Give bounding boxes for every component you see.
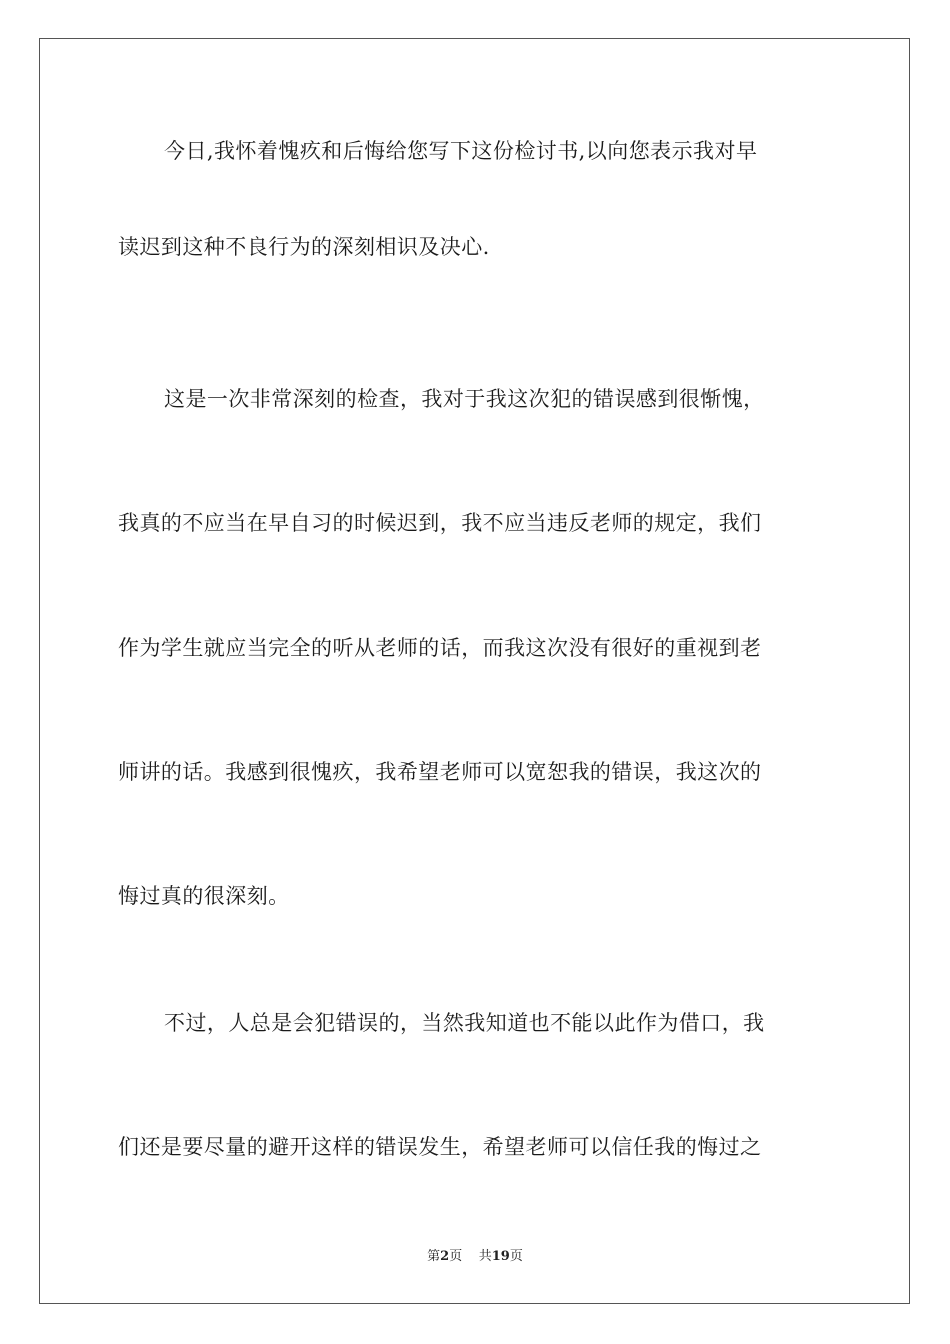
page-number: 2 (440, 1249, 450, 1264)
text-line: 作为学生就应当完全的听从老师的话，而我这次没有很好的重视到老 (118, 636, 762, 660)
page-border (39, 38, 910, 1304)
text-line: 今日,我怀着愧疚和后悔给您写下这份检讨书,以向您表示我对早 (164, 139, 758, 163)
page-prefix: 第 (427, 1249, 441, 1264)
text-line: 悔过真的很深刻。 (118, 884, 290, 908)
text-line: 读迟到这种不良行为的深刻相识及决心. (118, 235, 490, 259)
text-line: 不过，人总是会犯错误的，当然我知道也不能以此作为借口，我 (164, 1011, 765, 1035)
text-line: 这是一次非常深刻的检查，我对于我这次犯的错误感到很惭愧， (164, 387, 765, 411)
total-suffix: 页 (509, 1249, 523, 1264)
page-footer (0, 1248, 950, 1266)
total-prefix: 共 (478, 1249, 492, 1264)
total-pages: 19 (491, 1249, 510, 1264)
text-line: 们还是要尽量的避开这样的错误发生，希望老师可以信任我的悔过之 (118, 1135, 762, 1159)
text-line: 我真的不应当在早自习的时候迟到，我不应当违反老师的规定，我们 (118, 511, 762, 535)
page-suffix: 页 (449, 1249, 463, 1264)
text-line: 师讲的话。我感到很愧疚，我希望老师可以宽恕我的错误，我这次的 (118, 760, 762, 784)
